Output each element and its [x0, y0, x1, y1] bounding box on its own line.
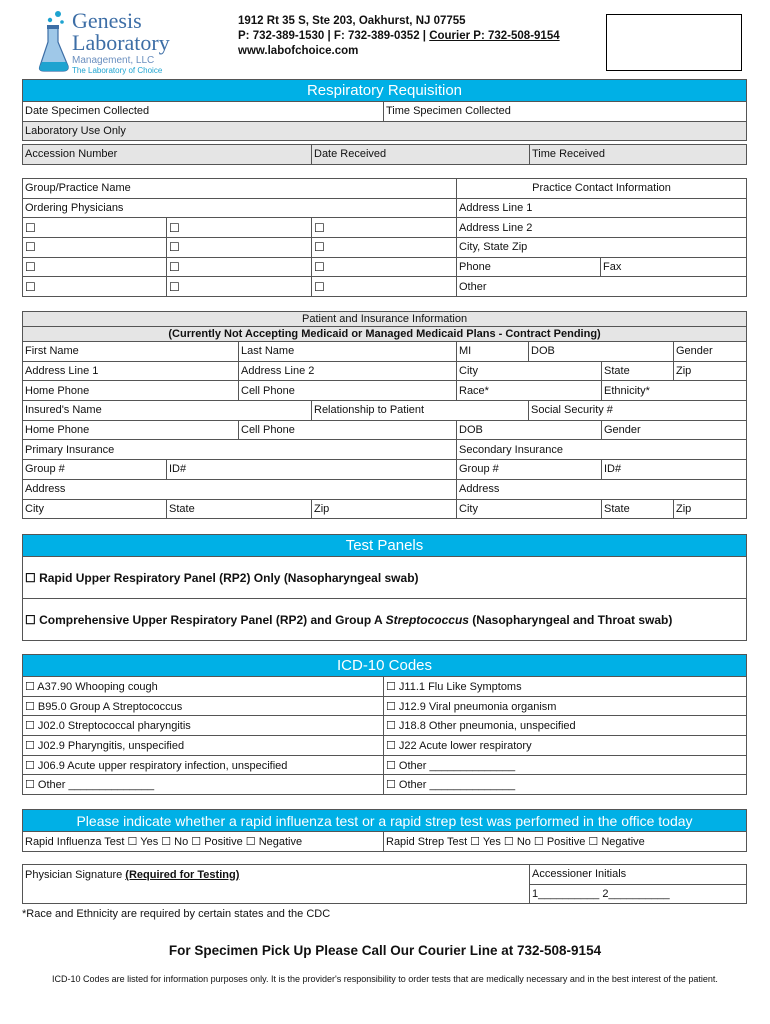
- ethnicity-field[interactable]: Ethnicity*: [602, 381, 747, 401]
- icd-left-item[interactable]: ☐ B95.0 Group A Streptococcus: [23, 696, 384, 716]
- lab-phone-line: [238, 29, 560, 44]
- practice-table: [22, 178, 747, 297]
- primary-group-field[interactable]: Group #: [23, 460, 167, 480]
- secondary-city-field[interactable]: City: [457, 499, 602, 519]
- icd-left-item[interactable]: ☐ J06.9 Acute upper respiratory infection, unspecified: [23, 755, 384, 775]
- practice-city-state-zip-field[interactable]: City, State Zip: [457, 238, 747, 258]
- icd-right-item[interactable]: ☐ Other ______________: [384, 755, 747, 775]
- date-collected-field[interactable]: Date Specimen Collected: [23, 102, 384, 122]
- icd-right-item[interactable]: ☐ J18.8 Other pneumonia, unspecified: [384, 716, 747, 736]
- primary-id-field[interactable]: ID#: [167, 460, 457, 480]
- patient-address1-field[interactable]: Address Line 1: [23, 361, 239, 381]
- physician-checkbox[interactable]: ☐: [312, 238, 457, 258]
- secondary-address-field[interactable]: Address: [457, 479, 747, 499]
- physician-checkbox[interactable]: ☐: [167, 238, 312, 258]
- flask-icon: [36, 8, 76, 74]
- gender-field[interactable]: Gender: [674, 342, 747, 362]
- panel-rp2-only[interactable]: ☐ Rapid Upper Respiratory Panel (RP2) Only (Nasopharyngeal swab): [23, 557, 747, 599]
- physician-checkbox[interactable]: ☐: [23, 257, 167, 277]
- lab-address-block: [238, 14, 560, 59]
- requisition-table: [22, 79, 747, 141]
- patient-table: [22, 311, 747, 519]
- insured-name-field[interactable]: Insured's Name: [23, 401, 312, 421]
- medicaid-notice: (Currently Not Accepting Medicaid or Managed Medicaid Plans - Contract Pending): [23, 327, 747, 342]
- icd-left-item[interactable]: ☐ J02.0 Streptococcal pharyngitis: [23, 716, 384, 736]
- logo-tagline: The Laboratory of Choice: [72, 66, 163, 75]
- signature-required-note: (Required for Testing): [125, 869, 240, 881]
- insured-dob-field[interactable]: DOB: [457, 420, 602, 440]
- primary-city-field[interactable]: City: [23, 499, 167, 519]
- secondary-id-field[interactable]: ID#: [602, 460, 747, 480]
- icd-left-item[interactable]: ☐ J02.9 Pharyngitis, unspecified: [23, 736, 384, 756]
- physician-checkbox[interactable]: ☐: [167, 218, 312, 238]
- panel-rp2-strep-text-b: (Nasopharyngeal and Throat swab): [468, 612, 673, 627]
- practice-phone-field[interactable]: Phone: [457, 257, 601, 277]
- icd-right-item[interactable]: ☐ J12.9 Viral pneumonia organism: [384, 696, 747, 716]
- insured-cell-phone-field[interactable]: Cell Phone: [239, 420, 457, 440]
- physician-checkbox[interactable]: ☐: [312, 257, 457, 277]
- race-field[interactable]: Race*: [457, 381, 602, 401]
- physician-checkbox[interactable]: ☐: [312, 218, 457, 238]
- lab-use-only-label: Laboratory Use Only: [23, 121, 747, 141]
- icd-left-item[interactable]: ☐ Other ______________: [23, 775, 384, 795]
- genesis-logo: [22, 6, 182, 74]
- cell-phone-field[interactable]: Cell Phone: [239, 381, 457, 401]
- lab-street-address: 1912 Rt 35 S, Ste 203, Oakhurst, NJ 07755: [238, 15, 466, 27]
- panel-rp2-strep-italic: Streptococcus: [385, 612, 469, 627]
- secondary-insurance-field[interactable]: Secondary Insurance: [457, 440, 747, 460]
- ordering-physicians-label: Ordering Physicians: [23, 198, 457, 218]
- physician-checkbox[interactable]: ☐: [23, 218, 167, 238]
- physician-checkbox[interactable]: ☐: [312, 277, 457, 297]
- physician-signature-label: Physician Signature: [25, 869, 126, 881]
- relationship-field[interactable]: Relationship to Patient: [312, 401, 529, 421]
- insured-home-phone-field[interactable]: Home Phone: [23, 420, 239, 440]
- signature-table: [22, 864, 747, 904]
- icd-right-item[interactable]: ☐ J11.1 Flu Like Symptoms: [384, 677, 747, 697]
- page-header: [0, 0, 770, 78]
- insured-gender-field[interactable]: Gender: [602, 420, 747, 440]
- date-received-field[interactable]: Date Received: [312, 145, 530, 165]
- test-panels-title: Test Panels: [23, 535, 747, 557]
- test-panels-table: [22, 534, 747, 641]
- icd-right-item[interactable]: ☐ Other ______________: [384, 775, 747, 795]
- icd-left-item[interactable]: ☐ A37.90 Whooping cough: [23, 677, 384, 697]
- practice-fax-field[interactable]: Fax: [601, 257, 747, 277]
- label-stamp-box: [606, 14, 742, 71]
- secondary-zip-field[interactable]: Zip: [674, 499, 747, 519]
- accession-number-field[interactable]: Accession Number: [23, 145, 312, 165]
- group-practice-name-field[interactable]: Group/Practice Name: [23, 179, 457, 199]
- icd-right-item[interactable]: ☐ J22 Acute lower respiratory: [384, 736, 747, 756]
- dob-field[interactable]: DOB: [529, 342, 674, 362]
- lab-phone-fax: P: 732-389-1530 | F: 732-389-0352 |: [238, 30, 430, 42]
- courier-phone: Courier P: 732-508-9154: [429, 30, 560, 42]
- practice-other-field[interactable]: Other: [457, 277, 747, 297]
- icd-title: ICD-10 Codes: [23, 655, 747, 677]
- accessioner-initials-label: Accessioner Initials: [530, 865, 747, 885]
- rapid-influenza-options[interactable]: Rapid Influenza Test ☐ Yes ☐ No ☐ Positive ☐ Negative: [23, 832, 384, 852]
- race-ethnicity-note: *Race and Ethnicity are required by certain states and the CDC: [22, 908, 331, 920]
- icd-disclaimer: ICD-10 Codes are listed for information purposes only. It is the provider's responsibility to order tests that are medically necessary and in the best interest of the patient.: [52, 974, 718, 984]
- practice-address1-field[interactable]: Address Line 1: [457, 198, 747, 218]
- patient-state-field[interactable]: State: [602, 361, 674, 381]
- logo-text-laboratory: Laboratory: [72, 30, 170, 55]
- patient-address2-field[interactable]: Address Line 2: [239, 361, 457, 381]
- logo-text-genesis: Genesis: [72, 8, 142, 33]
- time-collected-field[interactable]: Time Specimen Collected: [384, 102, 747, 122]
- primary-state-field[interactable]: State: [167, 499, 312, 519]
- icd-table: [22, 654, 747, 795]
- logo-text-management: Management, LLC: [72, 55, 155, 66]
- panel-rp2-strep[interactable]: [23, 599, 747, 641]
- practice-address2-field[interactable]: Address Line 2: [457, 218, 747, 238]
- requisition-title: Respiratory Requisition: [23, 80, 747, 102]
- secondary-group-field[interactable]: Group #: [457, 460, 602, 480]
- physician-signature-field[interactable]: [23, 865, 530, 904]
- primary-insurance-field[interactable]: Primary Insurance: [23, 440, 457, 460]
- lab-website[interactable]: www.labofchoice.com: [238, 45, 359, 57]
- rapid-test-table: [22, 809, 747, 852]
- physician-checkbox[interactable]: ☐: [23, 277, 167, 297]
- rapid-test-title: Please indicate whether a rapid influenza test or a rapid strep test was performed in the office today: [23, 810, 747, 832]
- patient-city-field[interactable]: City: [457, 361, 602, 381]
- last-name-field[interactable]: Last Name: [239, 342, 457, 362]
- mi-field[interactable]: MI: [457, 342, 529, 362]
- physician-checkbox[interactable]: ☐: [167, 257, 312, 277]
- physician-checkbox[interactable]: ☐: [23, 238, 167, 258]
- secondary-state-field[interactable]: State: [602, 499, 674, 519]
- accessioner-initials-lines[interactable]: 1__________ 2__________: [530, 884, 747, 904]
- rapid-strep-options[interactable]: Rapid Strep Test ☐ Yes ☐ No ☐ Positive ☐ Negative: [384, 832, 747, 852]
- physician-checkbox[interactable]: ☐: [167, 277, 312, 297]
- patient-zip-field[interactable]: Zip: [674, 361, 747, 381]
- time-received-field[interactable]: Time Received: [530, 145, 747, 165]
- primary-address-field[interactable]: Address: [23, 479, 457, 499]
- primary-zip-field[interactable]: Zip: [312, 499, 457, 519]
- panel-rp2-strep-text-a: ☐ Comprehensive Upper Respiratory Panel (RP2) and Group A: [25, 612, 386, 627]
- ssn-field[interactable]: Social Security #: [529, 401, 747, 421]
- lab-use-table: [22, 144, 747, 165]
- first-name-field[interactable]: First Name: [23, 342, 239, 362]
- practice-contact-header: Practice Contact Information: [457, 179, 747, 199]
- home-phone-field[interactable]: Home Phone: [23, 381, 239, 401]
- courier-callout: For Specimen Pick Up Please Call Our Courier Line at 732-508-9154: [168, 943, 602, 958]
- patient-section-title: Patient and Insurance Information: [23, 312, 747, 327]
